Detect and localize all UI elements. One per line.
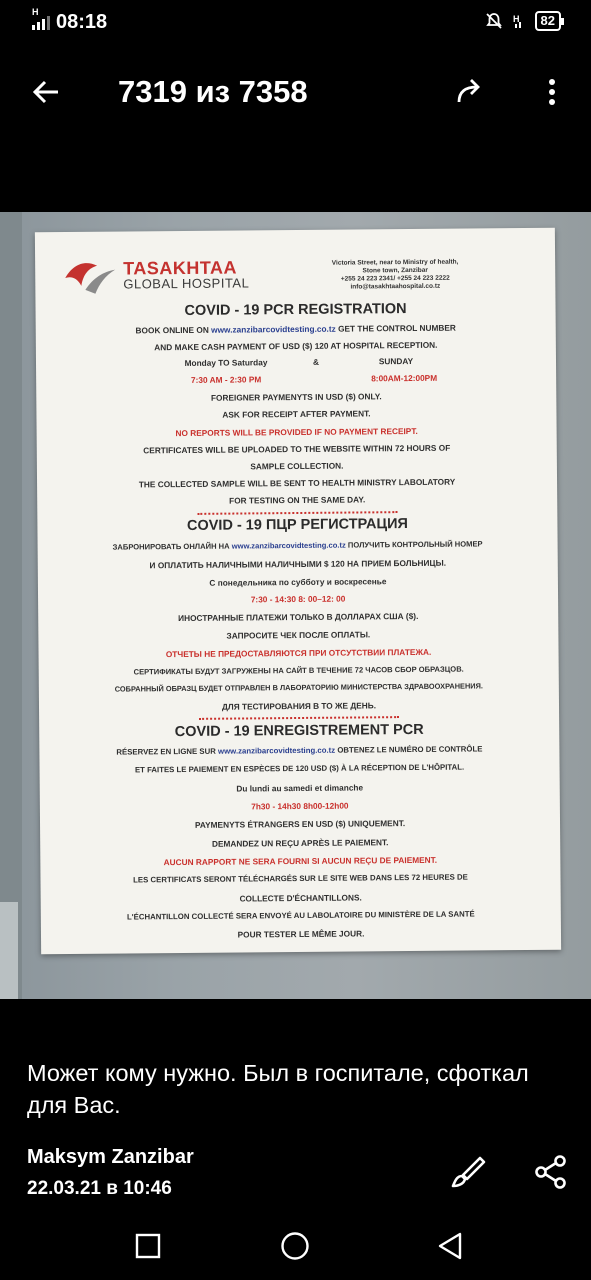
fr-line-sample: L'ÉCHANTILLON COLLECTÉ SERA ENVOYÉ AU LABOLATOIRE DU MINISTÈRE DE LA SANTÉ <box>126 909 475 922</box>
photo-viewer[interactable] <box>0 212 591 999</box>
wall-edge <box>0 212 22 999</box>
post-caption: Может кому нужно. Был в госпитале, сфоткал для Вас. <box>27 1060 529 1118</box>
hospital-logo-icon <box>63 256 117 296</box>
back-button[interactable] <box>22 68 70 116</box>
ru-line-payment: И ОПЛАТИТЬ НАЛИЧНЫМИ НАЛИЧНЫМИ $ 120 НА ПРИЕМ БОЛЬНИЦЫ. <box>149 557 447 571</box>
hospital-logo: TASAKHTAA GLOBAL HOSPITAL <box>63 254 249 296</box>
mute-icon <box>485 12 503 30</box>
ru-line-no-reports: ОТЧЕТЫ НЕ ПРЕДОСТАВЛЯЮТСЯ ПРИ ОТСУТСТВИИ ПЛАТЕЖА. <box>165 646 432 660</box>
edit-button[interactable] <box>444 1148 492 1196</box>
en-line-receipt: ASK FOR RECEIPT AFTER PAYMENT. <box>222 408 371 420</box>
section-divider <box>197 511 397 515</box>
ru-line-foreign: ИНОСТРАННЫЕ ПЛАТЕЖИ ТОЛЬКО В ДОЛЛАРАХ США ($). <box>178 610 419 624</box>
ru-line-receipt: ЗАПРОСИТЕ ЧЕК ПОСЛЕ ОПЛАТЫ. <box>226 629 371 641</box>
share-icon <box>535 1155 567 1189</box>
poster <box>35 228 561 955</box>
arrow-left-icon <box>31 77 61 107</box>
viewer-toolbar <box>0 60 591 124</box>
fr-days: Du lundi au samedi et dimanche <box>236 782 364 794</box>
forward-button[interactable] <box>448 68 496 116</box>
clock: 08:18 <box>56 11 108 33</box>
more-vertical-icon <box>548 78 556 106</box>
en-line-payment: AND MAKE CASH PAYMENT OF USD ($) 120 AT HOSPITAL RECEPTION. <box>154 339 438 353</box>
square-icon <box>135 1233 161 1259</box>
fr-line-receipt: DEMANDEZ UN REÇU APRÈS LE PAIEMENT. <box>211 837 389 849</box>
share-forward-icon <box>456 78 488 106</box>
ru-line-booking: ЗАБРОНИРОВАТЬ ОНЛАЙН НА www.zanzibarcovidtesting.co.tz ПОЛУЧИТЬ КОНТРОЛЬНЫЙ НОМЕР <box>112 539 483 552</box>
recents-button[interactable] <box>124 1222 172 1270</box>
fr-line-same-day: POUR TESTER LE MÊME JOUR. <box>237 928 365 940</box>
fr-line-foreign: PAYMENYTS ÉTRANGERS EN USD ($) UNIQUEMENT. <box>194 818 406 830</box>
en-days-weekday: Monday TO Saturday <box>184 357 268 368</box>
nav-back-button[interactable] <box>426 1222 474 1270</box>
en-line-booking: BOOK ONLINE ON www.zanzibarcovidtesting.co.tz GET THE CONTROL NUMBER <box>135 322 456 336</box>
battery-icon: 82 <box>535 11 561 31</box>
fr-heading: COVID - 19 ENREGISTREMENT PCR <box>174 721 424 741</box>
en-line-certificates: CERTIFICATES WILL BE UPLOADED TO THE WEBSITE WITHIN 72 HOURS OF <box>143 442 451 456</box>
fr-line-booking: RÉSERVEZ EN LIGNE SUR www.zanzibarcovidtesting.co.tz OBTENEZ LE NUMÉRO DE CONTRÔLE <box>116 744 483 757</box>
en-hours-sunday: 8:00AM-12:00PM <box>371 372 438 384</box>
en-heading: COVID - 19 PCR REGISTRATION <box>184 301 407 319</box>
post-author[interactable]: Maksym Zanzibar <box>27 1146 194 1168</box>
fr-line-no-reports: AUCUN RAPPORT NE SERA FOURNI SI AUCUN REÇU DE PAIEMENT. <box>163 854 438 868</box>
signal-icon: H <box>32 16 50 30</box>
share-button[interactable] <box>527 1148 575 1196</box>
signal-h-icon <box>513 13 525 29</box>
triangle-back-icon <box>436 1231 464 1261</box>
status-bar <box>0 0 591 44</box>
brush-icon <box>450 1154 486 1190</box>
section-divider <box>199 716 399 720</box>
circle-icon <box>280 1231 310 1261</box>
ru-days: С понедельника по субботу и воскресенье <box>209 576 387 588</box>
en-days-amp: & <box>312 356 320 367</box>
fr-line-certificates: LES CERTIFICATS SERONT TÉLÉCHARGÉS SUR LE SITE WEB DANS LES 72 HEURES DE <box>133 872 468 885</box>
ru-heading: COVID - 19 ПЦР РЕГИСТРАЦИЯ <box>186 516 408 534</box>
svg-text:H: H <box>512 14 520 24</box>
fr-line-collection: COLLECTE D'ÉCHANTILLONS. <box>239 892 362 904</box>
photo-counter: 7319 из 7358 <box>118 74 308 109</box>
system-nav-bar <box>0 1212 591 1280</box>
fr-hours: 7h30 - 14h30 8h00-12h00 <box>251 800 349 812</box>
home-button[interactable] <box>271 1222 319 1270</box>
en-hours-weekday: 7:30 AM - 2:30 PM <box>190 374 262 385</box>
ru-line-sample: СОБРАННЫЙ ОБРАЗЦ БУДЕТ ОТПРАВЛЕН В ЛАБОРАТОРИЮ МИНИСТЕРСТВА ЗДРАВООХРАНЕНИЯ. <box>114 681 483 694</box>
fr-line-payment: ET FAITES LE PAIEMENT EN ESPÈCES DE 120 USD ($) À LA RÉCEPTION DE L'HÔPITAL. <box>134 762 465 775</box>
en-line-collection: SAMPLE COLLECTION. <box>250 460 344 472</box>
ru-hours: 7:30 - 14:30 8: 00–12: 00 <box>250 593 346 605</box>
ru-line-same-day: ДЛЯ ТЕСТИРОВАНИЯ В ТО ЖЕ ДЕНЬ. <box>221 700 377 712</box>
en-line-no-reports: NO REPORTS WILL BE PROVIDED IF NO PAYMENT RECEIPT. <box>175 425 418 439</box>
en-line-same-day: FOR TESTING ON THE SAME DAY. <box>229 494 366 506</box>
hospital-address: Victoria Street, near to Ministry of health, Stone town, Zanzibar +255 24 223 2341/ +255 24 223 2222 info@tasakhtaahospital.co.tz <box>331 258 459 291</box>
en-line-sample: THE COLLECTED SAMPLE WILL BE SENT TO HEALTH MINISTRY LABOLATORY <box>138 476 456 490</box>
post-date: 22.03.21 в 10:46 <box>27 1178 172 1199</box>
en-days-sunday: SUNDAY <box>378 355 414 367</box>
wall-switch <box>0 902 18 999</box>
en-line-foreign: FOREIGNER PAYMENYTS IN USD ($) ONLY. <box>210 391 382 403</box>
more-options-button[interactable] <box>528 68 576 116</box>
ru-line-certificates: СЕРТИФИКАТЫ БУДУТ ЗАГРУЖЕНЫ НА САЙТ В ТЕЧЕНИЕ 72 ЧАСОВ СБОР ОБРАЗЦОВ. <box>133 664 464 677</box>
